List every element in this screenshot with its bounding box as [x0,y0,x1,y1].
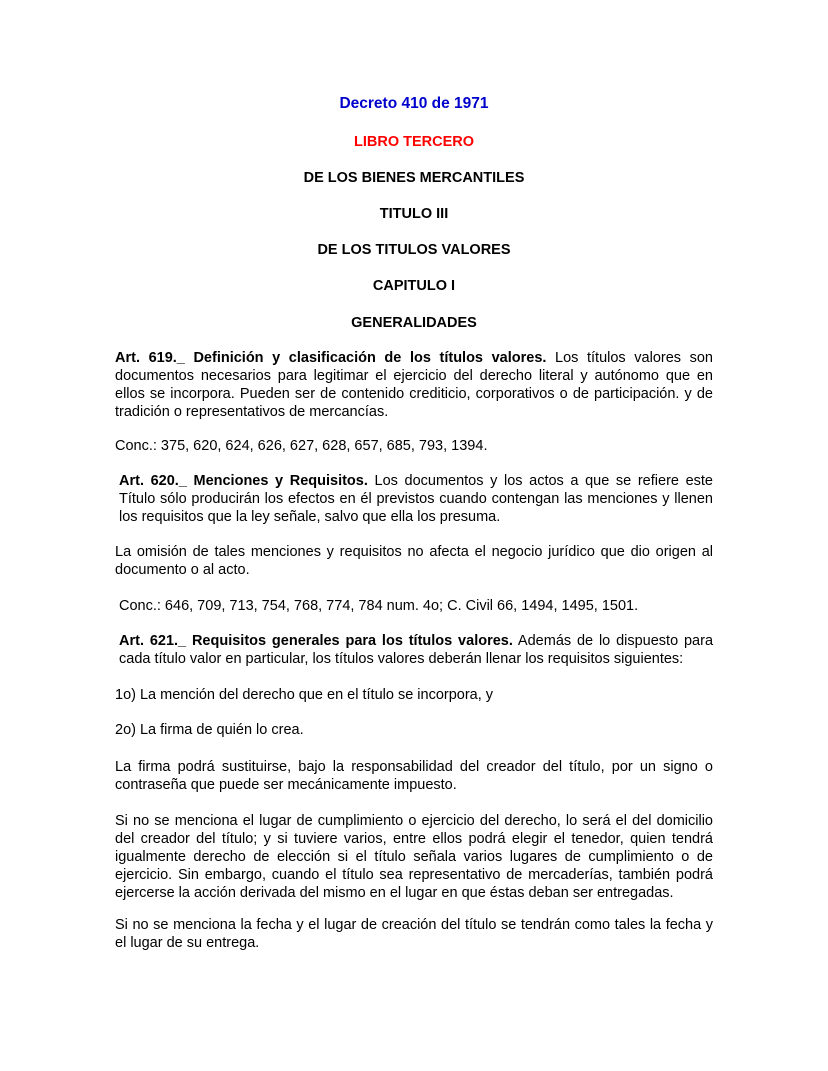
article-619-text: Los títulos valores son documentos necesarios para legitimar el ejercicio del derecho literal y autónomo que en ellos se incorpora. Pueden ser de contenido crediticio, corporativos o de participación. y de tradición o representativos de mercancías. [115,350,713,420]
article-621-signature: La firma podrá sustituirse, bajo la responsabilidad del creador del título, por un signo o contraseña que puede ser mecánicamente impuesto. [115,759,713,793]
article-620-label: Art. 620._ Menciones y Requisitos. [119,473,368,489]
article-621-text: Además de lo dispuesto para cada título valor en particular, los títulos valores deberán llenar los requisitos siguientes: [119,633,714,667]
article-619-label: Art. 619._ Definición y clasificación de los títulos valores. [115,350,547,366]
title-heading: TITULO III [379,206,449,222]
article-620 [115,472,713,526]
article-621-date: Si no se menciona la fecha y el lugar de creación del título se tendrán como tales la fecha y el lugar de su entrega. [115,917,713,951]
article-621-item-2: 2o) La firma de quién lo crea. [115,722,304,738]
article-621-item-1: 1o) La mención del derecho que en el título se incorpora, y [115,687,494,703]
article-621-label: Art. 621._ Requisitos generales para los títulos valores. [119,633,513,649]
title-subtitle: DE LOS TITULOS VALORES [317,242,511,258]
chapter-subtitle: GENERALIDADES [351,315,477,331]
article-620-text: Los documentos y los actos a que se refiere este Título sólo producirán los efectos en él previstos cuando contengan las menciones y llenen los requisitos que la ley señale, salvo que ella los presuma. [119,473,713,525]
book-subtitle: DE LOS BIENES MERCANTILES [303,170,525,186]
article-621-place: Si no se menciona el lugar de cumplimiento o ejercicio del derecho, lo será el del domicilio del creador del título; y si tuviere varios, entre ellos podrá elegir el tenedor, quien tendrá igualmente derecho de elección si el título señala varios lugares de cumplimiento o de ejercicio. Sin embargo, cuando el título sea representativo de mercaderías, también podrá ejercerse la acción derivada del mismo en el lugar en que éstas deban ser entregadas. [115,813,713,901]
article-620-omission: La omisión de tales menciones y requisitos no afecta el negocio jurídico que dio origen al documento o al acto. [115,544,713,578]
article-619 [115,349,713,421]
article-620-concordances: Conc.: 646, 709, 713, 754, 768, 774, 784 num. 4o; C. Civil 66, 1494, 1495, 1501. [119,598,639,614]
chapter-heading: CAPITULO I [372,278,456,294]
book-title: LIBRO TERCERO [353,134,475,150]
decree-title: Decreto 410 de 1971 [339,95,489,112]
article-619-concordances: Conc.: 375, 620, 624, 626, 627, 628, 657, 685, 793, 1394. [115,438,488,454]
article-621 [115,632,713,668]
